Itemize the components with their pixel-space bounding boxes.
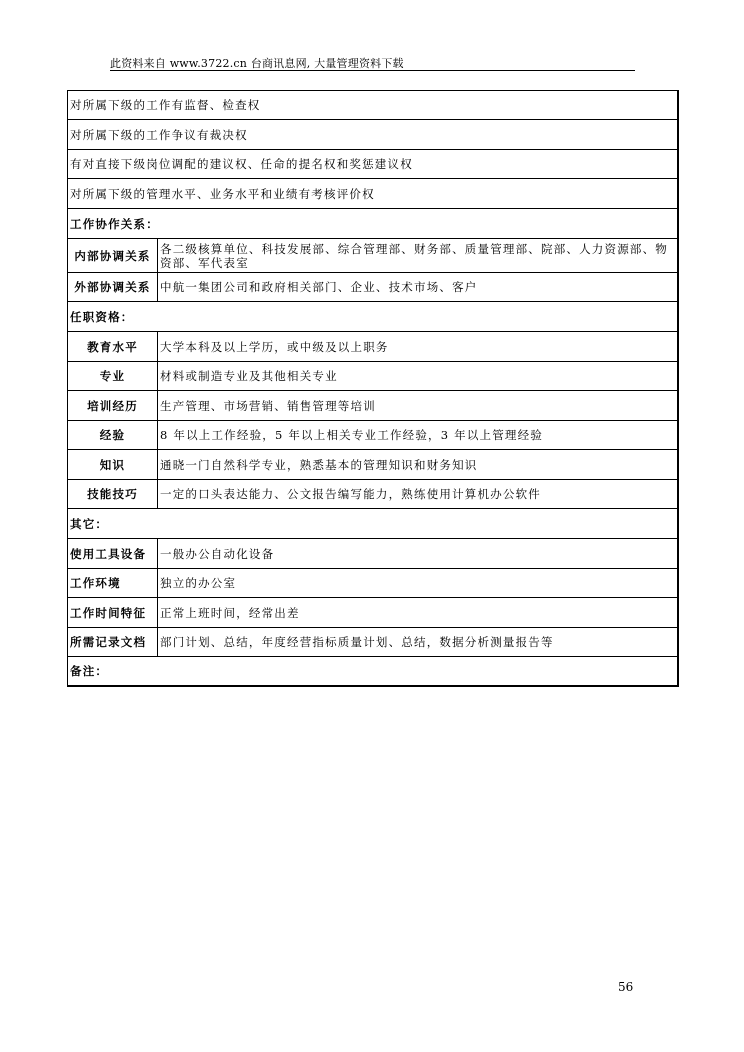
table-row (68, 120, 678, 150)
section-header-row (68, 302, 678, 332)
other-label: 工作环境 (68, 569, 158, 598)
other-label: 使用工具设备 (68, 539, 158, 569)
other-title: 其它： (68, 509, 678, 539)
external-coordination-label: 外部协调关系 (68, 273, 158, 302)
table-row (68, 539, 678, 569)
remarks-title: 备注： (68, 657, 678, 686)
authority-item: 对所属下级的工作争议有裁决权 (68, 120, 678, 150)
table-row (68, 91, 678, 120)
other-value: 独立的办公室 (158, 569, 678, 598)
table-row (68, 421, 678, 450)
other-label: 工作时间特征 (68, 598, 158, 628)
qualification-label: 知识 (68, 450, 158, 480)
job-description-table (67, 90, 679, 687)
section-header-row (68, 657, 678, 686)
table-row (68, 150, 678, 179)
other-value: 一般办公自动化设备 (158, 539, 678, 569)
internal-coordination-value: 各二级核算单位、科技发展部、综合管理部、财务部、质量管理部、院部、人力资源部、物资部、军代表室 (158, 239, 678, 273)
qualification-value: 生产管理、市场营销、销售管理等培训 (158, 391, 678, 421)
section-header-row (68, 209, 678, 239)
authority-item: 有对直接下级岗位调配的建议权、任命的提名权和奖惩建议权 (68, 150, 678, 179)
section-header-row (68, 509, 678, 539)
qualification-label: 专业 (68, 362, 158, 391)
qualification-label: 培训经历 (68, 391, 158, 421)
qualification-label: 技能技巧 (68, 480, 158, 509)
qualification-label: 经验 (68, 421, 158, 450)
coordination-title: 工作协作关系： (68, 209, 678, 239)
page-number: 56 (618, 980, 634, 994)
table-row (68, 598, 678, 628)
table-row (68, 450, 678, 480)
qualification-value: 一定的口头表达能力、公文报告编写能力，熟练使用计算机办公软件 (158, 480, 678, 509)
qualification-value: 8 年以上工作经验，5 年以上相关专业工作经验，3 年以上管理经验 (158, 421, 678, 450)
other-value: 正常上班时间，经常出差 (158, 598, 678, 628)
external-coordination-value: 中航一集团公司和政府相关部门、企业、技术市场、客户 (158, 273, 678, 302)
table-row (68, 332, 678, 362)
qualification-value: 通晓一门自然科学专业，熟悉基本的管理知识和财务知识 (158, 450, 678, 480)
table-row (68, 628, 678, 657)
table-row (68, 362, 678, 391)
header-divider (110, 70, 635, 71)
qualification-label: 教育水平 (68, 332, 158, 362)
internal-coordination-label: 内部协调关系 (68, 239, 158, 273)
table-row (68, 480, 678, 509)
qualification-value: 材料或制造专业及其他相关专业 (158, 362, 678, 391)
source-header: 此资料来自 www.3722.cn 台商讯息网, 大量管理资料下载 (110, 57, 404, 70)
table-row (68, 391, 678, 421)
qualification-value: 大学本科及以上学历，或中级及以上职务 (158, 332, 678, 362)
other-value: 部门计划、总结，年度经营指标质量计划、总结，数据分析测量报告等 (158, 628, 678, 657)
authority-item: 对所属下级的管理水平、业务水平和业绩有考核评价权 (68, 179, 678, 209)
qualifications-title: 任职资格： (68, 302, 678, 332)
table-row (68, 239, 678, 273)
authority-item: 对所属下级的工作有监督、检查权 (68, 91, 678, 120)
table-row (68, 179, 678, 209)
table-row (68, 569, 678, 598)
other-label: 所需记录文档 (68, 628, 158, 657)
table-row (68, 273, 678, 302)
